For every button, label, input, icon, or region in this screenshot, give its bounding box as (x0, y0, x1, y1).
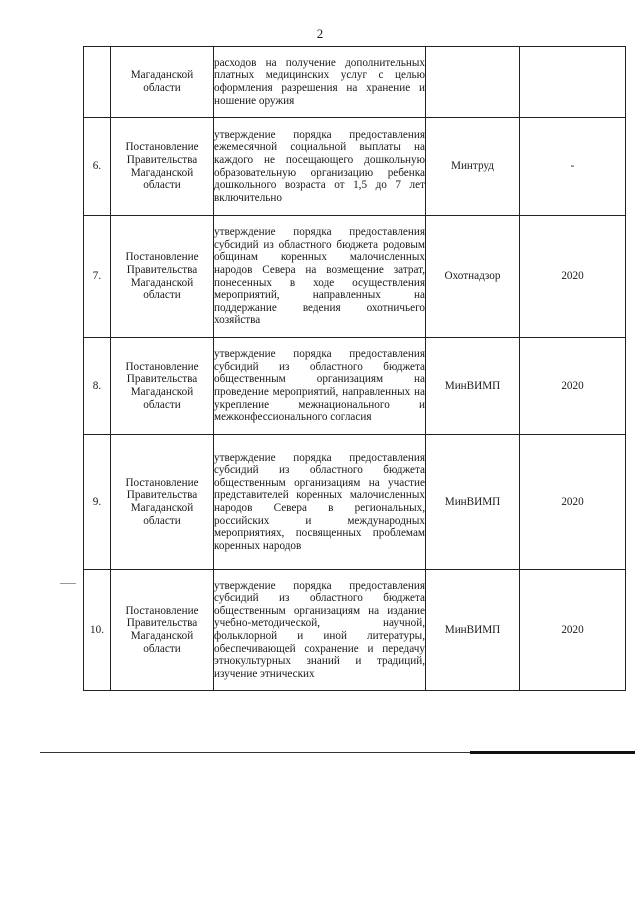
table-row (84, 338, 626, 435)
document-type: Постановление Правительства Магаданской области (111, 570, 214, 691)
plan-table (83, 46, 626, 691)
table-row (84, 216, 626, 338)
table-row (84, 118, 626, 216)
deadline-year: 2020 (520, 338, 626, 435)
executor (426, 47, 520, 118)
page-number: 2 (316, 26, 324, 41)
document-type: Постановление Правительства Магаданской области (111, 338, 214, 435)
subject-text: утверждение порядка предоставления субсидий из областного бюджета общественным организациям на издание учебно-методической, научной, фольклорной и иной литературы, обеспечивающей сохранение и передачу этнокультурных знаний и традиций, изучение этнических (214, 570, 426, 691)
subject-text: утверждение порядка предоставления ежемесячной социальной выплаты на каждого не посещающего дошкольную образовательную организацию ребенка дошкольного возраста от 1,5 до 7 лет включительно (214, 118, 426, 216)
deadline-year: - (520, 118, 626, 216)
document-type: Постановление Правительства Магаданской области (111, 216, 214, 338)
executor: МинВИМП (426, 570, 520, 691)
deadline-year (520, 47, 626, 118)
subject-text: утверждение порядка предоставления субсидий из областного бюджета общественным организациям на проведение мероприятий, направленных на укрепление межнационального и межконфессионального согласия (214, 338, 426, 435)
document-type: Постановление Правительства Магаданской области (111, 435, 214, 570)
row-number (84, 47, 111, 118)
executor: МинВИМП (426, 435, 520, 570)
margin-mark (60, 583, 76, 584)
table-row (84, 435, 626, 570)
subject-text: утверждение порядка предоставления субсидий из областного бюджета родовым общинам коренных малочисленных народов Севера на возмещение затрат, понесенных в ходе осуществления мероприятий, направленных на поддержание ведения охотничьего хозяйства (214, 216, 426, 338)
row-number: 9. (84, 435, 111, 570)
row-number: 6. (84, 118, 111, 216)
executor: МинВИМП (426, 338, 520, 435)
footer-rule-thick (470, 751, 635, 754)
subject-text: утверждение порядка предоставления субсидий из областного бюджета общественным организациям на участие представителей коренных малочисленных народов Севера в региональных, российских и международных мероприятиях, посвященных проблемам коренных народов (214, 435, 426, 570)
deadline-year: 2020 (520, 570, 626, 691)
deadline-year: 2020 (520, 435, 626, 570)
document-type: Магаданской области (111, 47, 214, 118)
executor: Минтруд (426, 118, 520, 216)
row-number: 7. (84, 216, 111, 338)
table-row (84, 47, 626, 118)
executor: Охотнадзор (426, 216, 520, 338)
table-row (84, 570, 626, 691)
document-type: Постановление Правительства Магаданской области (111, 118, 214, 216)
subject-text: расходов на получение дополнительных платных медицинских услуг с целью оформления разрешения на хранение и ношение оружия (214, 47, 426, 118)
row-number: 8. (84, 338, 111, 435)
deadline-year: 2020 (520, 216, 626, 338)
row-number: 10. (84, 570, 111, 691)
